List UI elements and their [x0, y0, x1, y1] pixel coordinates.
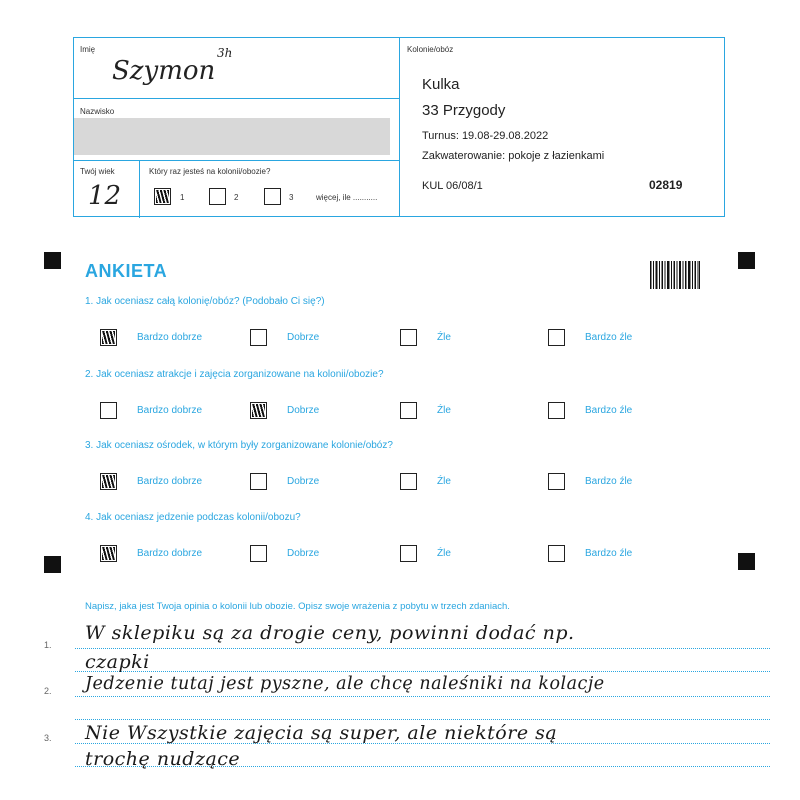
times-checkbox-1[interactable]	[154, 188, 171, 205]
camp-info-form	[73, 37, 725, 217]
times-option-1: 1	[180, 193, 185, 202]
age-value: 12	[88, 181, 122, 211]
camp-code: KUL 06/08/1	[422, 180, 483, 192]
q1-checkbox-4[interactable]	[548, 329, 565, 346]
q3-option-label: Bardzo dobrze	[137, 476, 203, 487]
q2-option-label: Bardzo dobrze	[137, 405, 203, 416]
line-number-3: 3.	[44, 733, 52, 743]
answer-3-line-1: Nie Wszystkie zajęcia są super, ale niektóre są	[85, 722, 558, 744]
registration-mark	[738, 252, 755, 269]
camp-number: 02819	[649, 178, 683, 192]
answer-line	[75, 719, 770, 720]
times-option-2: 2	[234, 193, 239, 202]
camp-accommodation: Zakwaterowanie: pokoje z łazienkami	[422, 150, 605, 162]
answer-line	[75, 696, 770, 697]
registration-mark	[738, 553, 755, 570]
first-name-label: Imię	[80, 45, 96, 54]
camp-name: Kulka	[422, 76, 460, 93]
barcode-icon	[650, 261, 700, 289]
times-option-3: 3	[289, 193, 294, 202]
times-checkbox-2[interactable]	[209, 188, 226, 205]
age-label: Twój wiek	[80, 167, 115, 176]
q3-option-label: Źle	[437, 476, 451, 487]
q3-option-label: Bardzo źle	[585, 476, 633, 487]
q2-option-label: Źle	[437, 405, 451, 416]
q4-option-label: Bardzo źle	[585, 548, 633, 559]
row-divider	[74, 98, 399, 99]
answer-2: Jedzenie tutaj jest pyszne, ale chcę naleśniki na kolacje	[85, 674, 605, 694]
question-2: 2. Jak oceniasz atrakcje i zajęcia zorganizowane na kolonii/obozie?	[85, 369, 384, 380]
q2-option-label: Dobrze	[287, 405, 320, 416]
question-1: 1. Jak oceniasz całą kolonię/obóz? (Podobało Ci się?)	[85, 296, 325, 307]
q2-checkbox-3[interactable]	[400, 402, 417, 419]
row-divider	[74, 160, 399, 161]
q1-option-label: Dobrze	[287, 332, 320, 343]
q2-checkbox-2[interactable]	[250, 402, 267, 419]
column-divider	[399, 38, 400, 216]
q3-checkbox-4[interactable]	[548, 473, 565, 490]
q1-option-label: Źle	[437, 332, 451, 343]
q4-option-label: Źle	[437, 548, 451, 559]
first-name-extra: 3h	[217, 46, 233, 60]
question-3: 3. Jak oceniasz ośrodek, w którym były zorganizowane kolonie/obóz?	[85, 440, 393, 451]
first-name-value: Szymon	[112, 56, 216, 86]
q1-option-label: Bardzo źle	[585, 332, 633, 343]
q3-checkbox-3[interactable]	[400, 473, 417, 490]
times-question-label: Który raz jesteś na kolonii/obozie?	[149, 167, 271, 176]
camp-program: 33 Przygody	[422, 102, 506, 119]
registration-mark	[44, 252, 61, 269]
q4-checkbox-3[interactable]	[400, 545, 417, 562]
age-divider	[139, 160, 140, 218]
registration-mark	[44, 556, 61, 573]
times-more-label: więcej, ile ...........	[316, 193, 378, 202]
line-number-2: 2.	[44, 686, 52, 696]
q4-option-label: Bardzo dobrze	[137, 548, 203, 559]
q1-checkbox-2[interactable]	[250, 329, 267, 346]
q2-option-label: Bardzo źle	[585, 405, 633, 416]
q3-checkbox-2[interactable]	[250, 473, 267, 490]
answer-1-line-2: czapki	[85, 651, 150, 673]
answer-3-line-2: trochę nudzące	[85, 748, 241, 770]
times-checkbox-3[interactable]	[264, 188, 281, 205]
answer-line	[75, 671, 770, 672]
question-4: 4. Jak oceniasz jedzenie podczas kolonii/obozu?	[85, 512, 301, 523]
q4-checkbox-2[interactable]	[250, 545, 267, 562]
q3-checkbox-1[interactable]	[100, 473, 117, 490]
survey-title: ANKIETA	[85, 261, 168, 281]
q1-option-label: Bardzo dobrze	[137, 332, 203, 343]
q2-checkbox-4[interactable]	[548, 402, 565, 419]
answer-line	[75, 648, 770, 649]
q2-checkbox-1[interactable]	[100, 402, 117, 419]
q4-option-label: Dobrze	[287, 548, 320, 559]
q4-checkbox-1[interactable]	[100, 545, 117, 562]
line-number-1: 1.	[44, 640, 52, 650]
q1-checkbox-3[interactable]	[400, 329, 417, 346]
last-name-redacted	[74, 118, 390, 155]
answer-1-line-1: W sklepiku są za drogie ceny, powinni dodać np.	[85, 622, 575, 644]
q4-checkbox-4[interactable]	[548, 545, 565, 562]
last-name-label: Nazwisko	[80, 107, 115, 116]
camp-label: Kolonie/obóz	[407, 45, 454, 54]
opinion-prompt: Napisz, jaka jest Twoja opinia o kolonii lub obozie. Opisz swoje wrażenia z pobytu w trzech zdaniach.	[85, 601, 510, 612]
q1-checkbox-1[interactable]	[100, 329, 117, 346]
q3-option-label: Dobrze	[287, 476, 320, 487]
camp-turnus: Turnus: 19.08-29.08.2022	[422, 130, 549, 142]
